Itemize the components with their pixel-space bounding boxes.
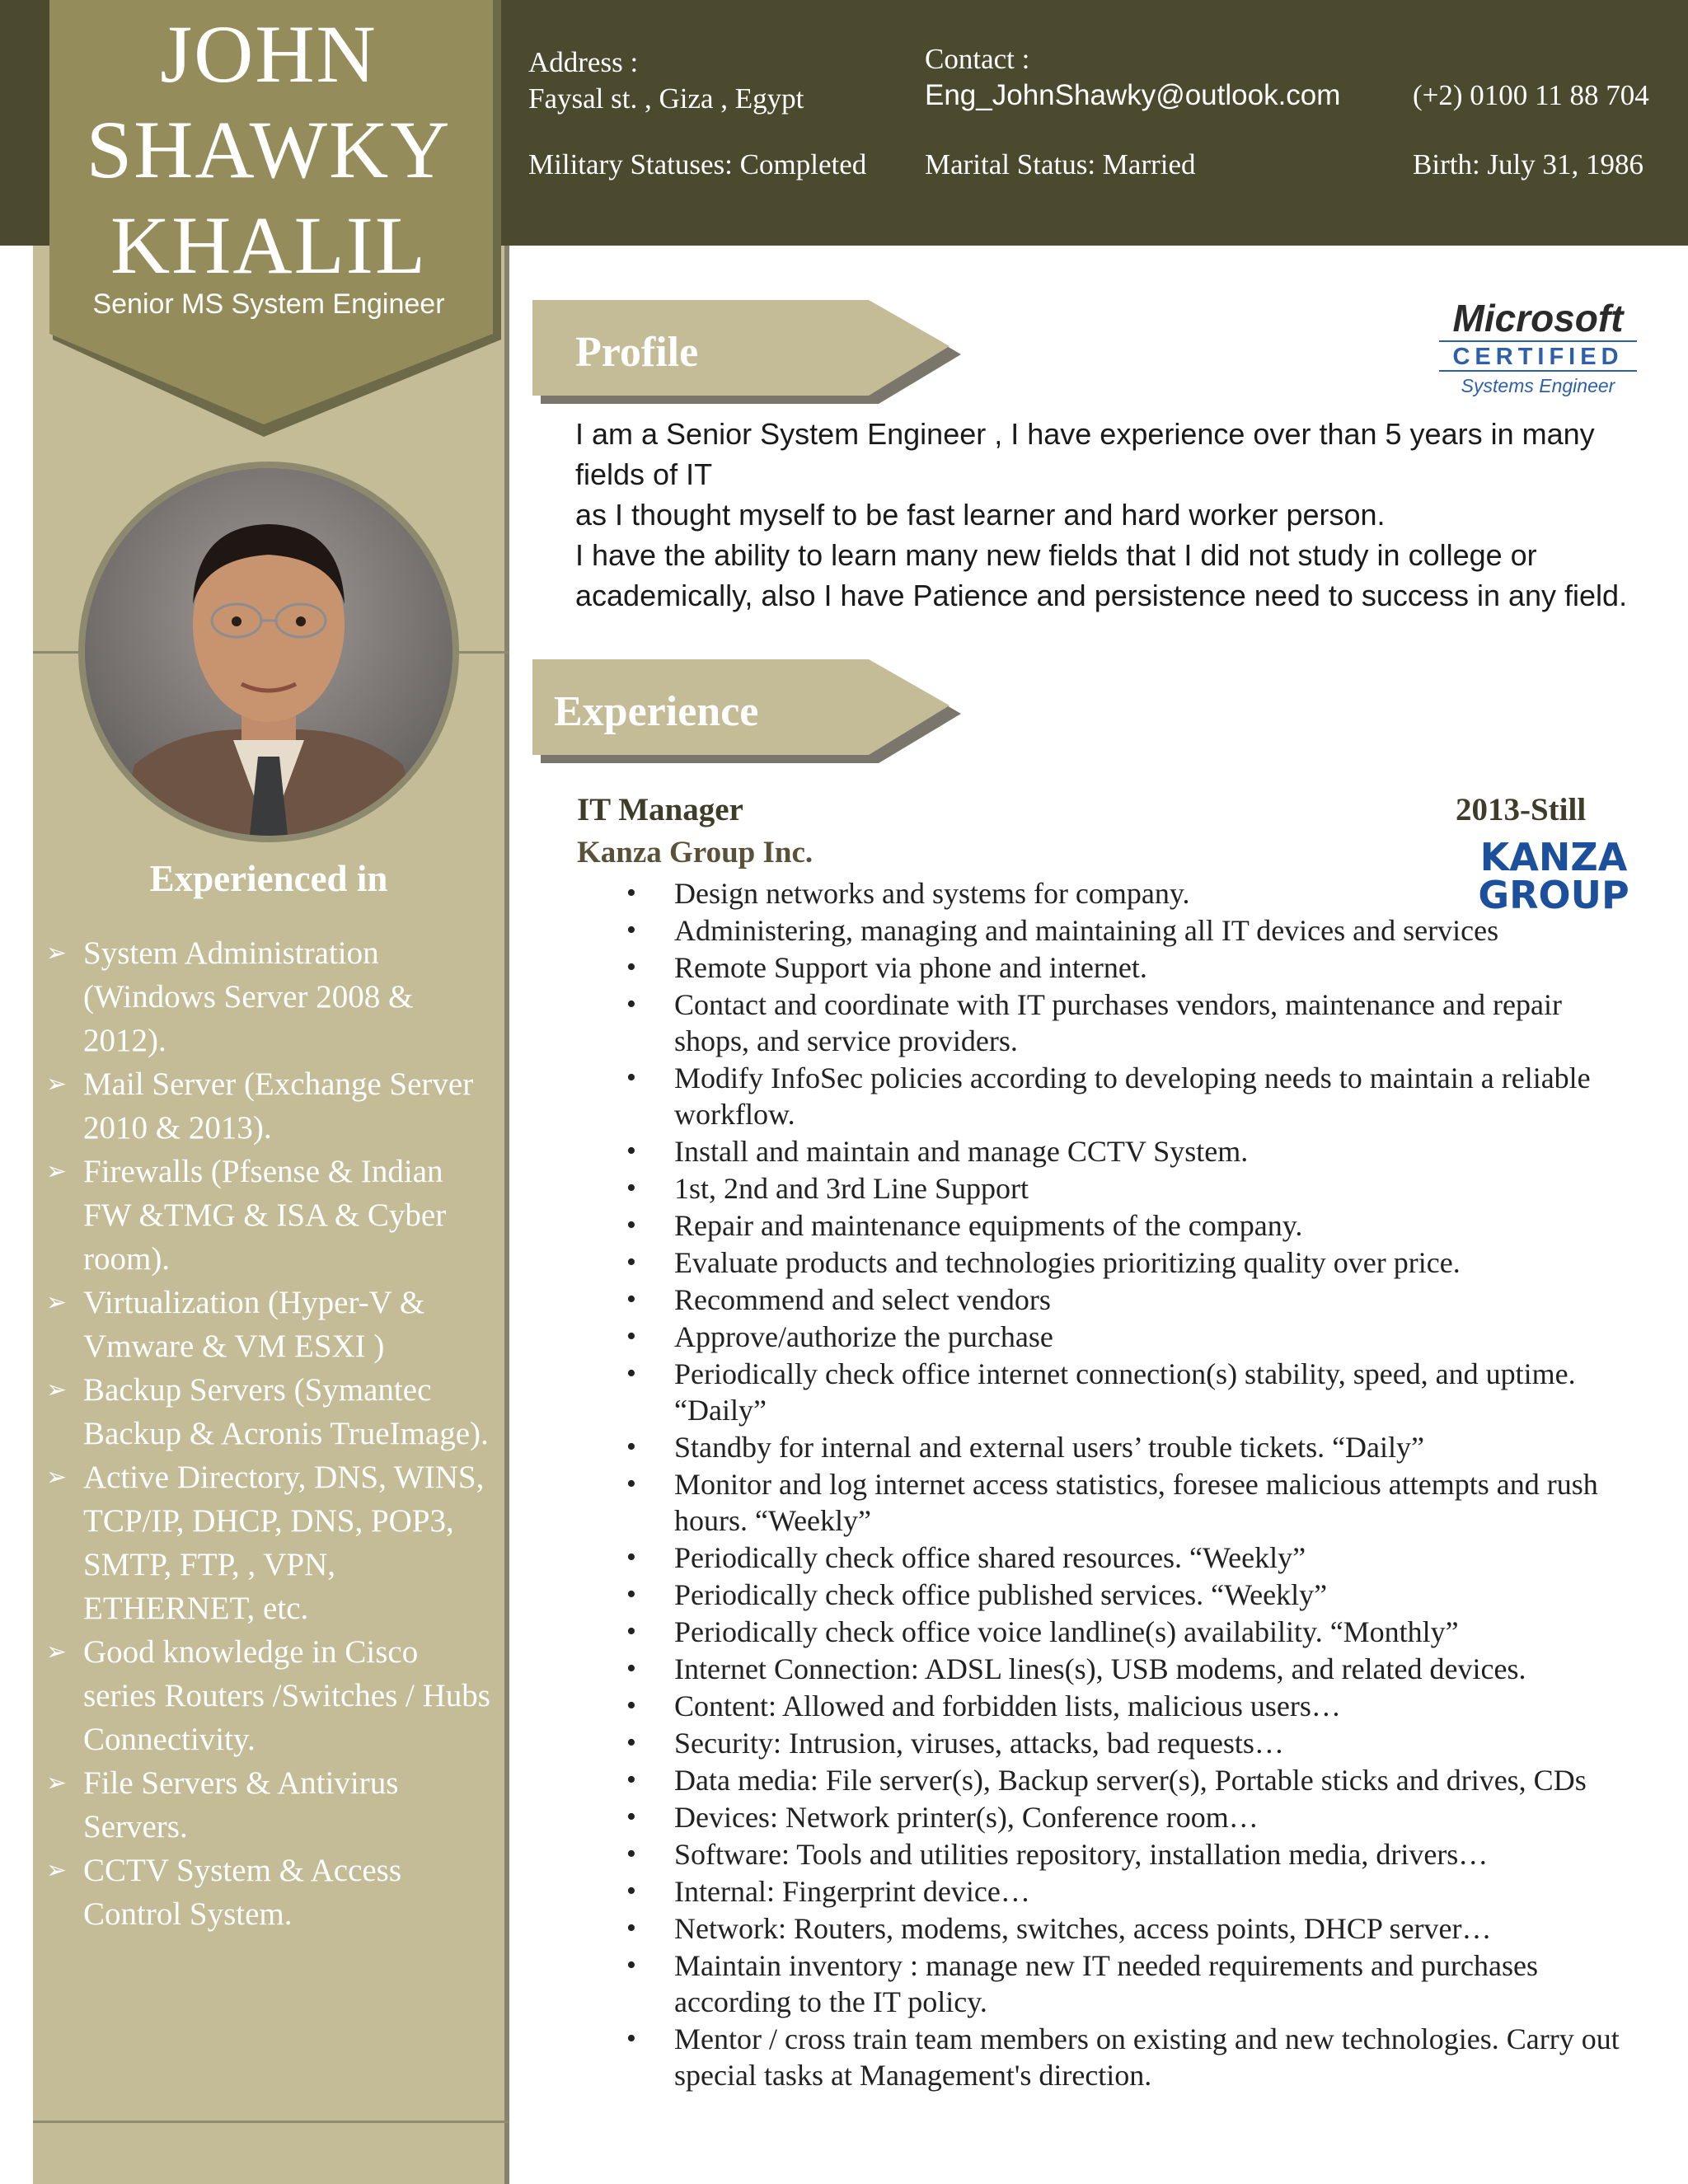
skills-list [46,931,491,1936]
duty-item [626,1836,1636,1872]
profile-line: I am a Senior System Engineer , I have experience over than 5 years in many fields of IT [575,417,1595,491]
skill-item [46,931,491,1062]
duty-item [626,1244,1636,1281]
duty-item [626,912,1636,949]
profile-line: as I thought myself to be fast learner and hard worker person. [575,498,1386,532]
duty-text: Periodically check office internet connection(s) stability, speed, and uptime. “Daily” [674,1357,1576,1427]
skill-item [46,1281,491,1368]
skill-text: Good knowledge in Cisco series Routers /Switches / Hubs Connectivity. [83,1634,490,1757]
bullet-icon: • [626,1876,636,1906]
phone-number[interactable]: (+2) 0100 11 88 704 [1413,79,1649,111]
address-value: Faysal st. , Giza , Egypt [528,82,804,115]
duty-text: Remote Support via phone and internet. [674,951,1147,984]
duty-text: Internal: Fingerprint device… [674,1875,1030,1908]
duty-text: 1st, 2nd and 3rd Line Support [674,1172,1029,1205]
certified-wordmark: CERTIFIED [1452,344,1624,370]
duty-text: Approve/authorize the purchase [674,1320,1053,1353]
skill-text: File Servers & Antivirus Servers. [83,1765,399,1844]
skill-text: CCTV System & Access Control System. [83,1853,402,1932]
profile-line: I have the ability to learn many new fields that I did not study in college or academically, also I have Patience and persistence need to success in any field. [575,538,1628,612]
military-status: Military Statuses: Completed [528,148,867,180]
arrow-bullet-icon: ➢ [46,1158,68,1185]
duty-text: Maintain inventory : manage new IT needed requirements and purchases according to the IT policy. [674,1949,1538,2018]
skill-item [46,1761,491,1849]
duty-text: Periodically check office shared resources. “Weekly” [674,1541,1306,1574]
duty-item [626,1429,1636,1465]
job-role: Senior MS System Engineer [92,288,445,320]
duty-text: Internet Connection: ADSL lines(s), USB modems, and related devices. [674,1652,1526,1685]
bullet-icon: • [626,952,636,982]
group-wordmark: GROUP [1478,873,1629,915]
microsoft-wordmark: Microsoft [1452,297,1624,340]
duty-item [626,1170,1636,1207]
duty-item [626,987,1636,1059]
duty-item [626,1356,1636,1428]
duty-text: Design networks and systems for company. [674,877,1190,910]
duty-text: Periodically check office voice landline(s) availability. “Monthly” [674,1615,1459,1648]
bullet-icon: • [626,1579,636,1610]
duty-item [626,1319,1636,1355]
duty-text: Monitor and log internet access statistics, foresee malicious attempts and rush hours. “Weekly” [674,1468,1598,1537]
duty-text: Periodically check office published services. “Weekly” [674,1578,1328,1611]
company-name: Kanza Group Inc. [577,836,814,869]
duty-item [626,1207,1636,1244]
duty-text: Repair and maintenance equipments of the company. [674,1209,1303,1242]
duty-text: Standby for internal and external users’ trouble tickets. “Daily” [674,1431,1425,1464]
bullet-icon: • [626,878,636,908]
duty-item [626,1282,1636,1318]
duty-item [626,949,1636,986]
duty-text: Evaluate products and technologies prioritizing quality over price. [674,1246,1461,1279]
skill-item [46,1150,491,1281]
systems-engineer-wordmark: Systems Engineer [1461,375,1615,396]
bullet-icon: • [626,1839,636,1869]
duty-item [626,875,1636,912]
address-block [528,45,804,117]
sidebar-edge [504,246,509,2184]
duty-item [626,1614,1636,1650]
duty-item [626,1060,1636,1132]
bullet-icon: • [626,2023,636,2054]
duty-item [626,1688,1636,1724]
microsoft-certified-logo [1436,297,1640,400]
address-label: Address : [528,46,639,78]
arrow-bullet-icon: ➢ [46,1464,68,1491]
bullet-icon: • [626,1690,636,1721]
sidebar-title: Experienced in [149,858,388,899]
bullet-icon: • [626,1173,636,1203]
duty-item [626,1910,1636,1947]
duty-text: Install and maintain and manage CCTV System. [674,1135,1249,1168]
skill-text: Active Directory, DNS, WINS, TCP/IP, DHCP, DNS, POP3, SMTP, FTP, , VPN, ETHERNET, etc. [83,1460,485,1626]
duty-item [626,1651,1636,1687]
bullet-icon: • [626,1653,636,1684]
bullet-icon: • [626,1727,636,1758]
arrow-bullet-icon: ➢ [46,1376,68,1404]
bullet-icon: • [626,1062,636,1093]
bullet-icon: • [626,1247,636,1277]
job-title: IT Manager [577,792,743,827]
bullet-icon: • [626,1321,636,1352]
profile-text [575,414,1647,616]
birth-date: Birth: July 31, 1986 [1413,148,1644,180]
duties-list [626,875,1636,2094]
duty-text: Recommend and select vendors [674,1283,1051,1316]
skill-item [46,1630,491,1761]
bullet-icon: • [626,1950,636,1980]
duty-text: Network: Routers, modems, switches, access points, DHCP server… [674,1912,1492,1945]
duty-text: Contact and coordinate with IT purchases vendors, maintenance and repair shops, and service providers. [674,988,1562,1057]
experience-heading: Experience [554,688,759,735]
contact-block [925,41,1340,114]
bullet-icon: • [626,1765,636,1795]
arrow-bullet-icon: ➢ [46,1071,68,1098]
portrait-image [85,468,452,836]
bullet-icon: • [626,1358,636,1389]
skill-item [46,1368,491,1455]
duty-item [626,1873,1636,1910]
duty-text: Administering, managing and maintaining all IT devices and services [674,914,1499,947]
bullet-icon: • [626,1136,636,1166]
arrow-bullet-icon: ➢ [46,1857,68,1884]
bullet-icon: • [626,1802,636,1832]
duty-text: Security: Intrusion, viruses, attacks, bad requests… [674,1727,1284,1760]
skill-text: Virtualization (Hyper-V & Vmware & VM ESXI ) [83,1285,425,1364]
duty-text: Content: Allowed and forbidden lists, malicious users… [674,1690,1341,1722]
bullet-icon: • [626,1913,636,1943]
duty-item [626,1947,1636,2020]
skill-text: System Administration (Windows Server 2008 & 2012). [83,935,414,1058]
arrow-bullet-icon: ➢ [46,940,68,967]
bullet-icon: • [626,1616,636,1647]
duty-item [626,2021,1636,2093]
bullet-icon: • [626,1542,636,1572]
duty-text: Software: Tools and utilities repository, installation media, drivers… [674,1838,1489,1871]
duty-item [626,1577,1636,1613]
bullet-icon: • [626,1432,636,1462]
duty-item [626,1725,1636,1761]
skill-item [46,1455,491,1630]
duty-text: Mentor / cross train team members on existing and new technologies. Carry out special tasks at Management's direction. [674,2022,1620,2092]
arrow-bullet-icon: ➢ [46,1289,68,1316]
skill-item [46,1849,491,1936]
duty-text: Devices: Network printer(s), Conference room… [674,1801,1259,1834]
bullet-icon: • [626,1469,636,1499]
marital-status: Marital Status: Married [925,148,1196,180]
job-dates: 2013-Still [1456,792,1587,827]
email-address[interactable]: Eng_JohnShawky@outlook.com [925,79,1341,111]
skill-text: Mail Server (Exchange Server 2010 & 2013). [83,1066,474,1146]
contact-label: Contact : [925,43,1030,75]
bullet-icon: • [626,1210,636,1240]
duty-text: Modify InfoSec policies according to developing needs to maintain a reliable workflow. [674,1062,1591,1131]
duty-item [626,1540,1636,1576]
arrow-bullet-icon: ➢ [46,1769,68,1797]
bullet-icon: • [626,915,636,945]
name-line-middle: SHAWKY [86,104,452,195]
duty-text: Data media: File server(s), Backup server(s), Portable sticks and drives, CDs [674,1764,1587,1797]
bullet-icon: • [626,1284,636,1315]
skill-text: Backup Servers (Symantec Backup & Acronis TrueImage). [83,1372,489,1451]
duty-item [626,1133,1636,1169]
name-line-last: KHALIL [110,199,428,291]
profile-heading: Profile [575,329,699,376]
arrow-bullet-icon: ➢ [46,1638,68,1666]
avatar [85,468,452,836]
sidebar-bottom-divider [33,2121,509,2123]
duty-item [626,1762,1636,1798]
duty-item [626,1799,1636,1835]
skill-item [46,1062,491,1150]
duty-item [626,1466,1636,1539]
skill-text: Firewalls (Pfsense & Indian FW &TMG & ISA & Cyber room). [83,1154,447,1277]
kanza-wordmark: KANZA [1479,835,1628,879]
bullet-icon: • [626,989,636,1019]
name-line-first: JOHN [160,8,377,100]
